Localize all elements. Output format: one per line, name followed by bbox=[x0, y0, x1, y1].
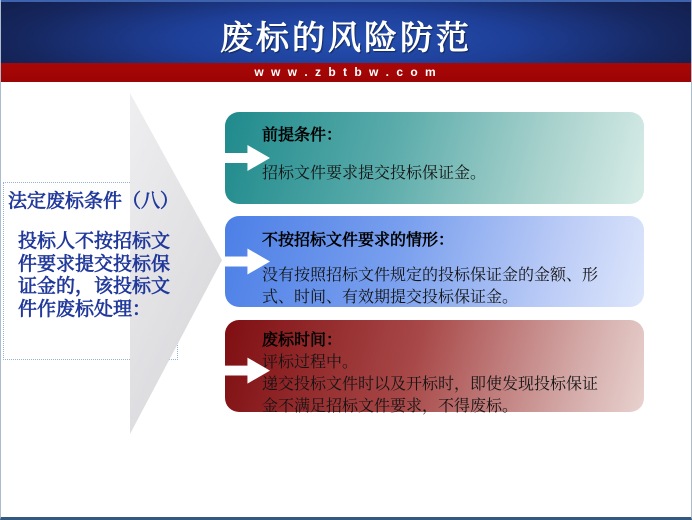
box-body-line: 招标文件要求提交投标保证金。 bbox=[262, 165, 487, 182]
condition-body: 投标人不按招标文件要求提交投标保证金的，该投标文件作废标处理： bbox=[18, 230, 171, 320]
page-title: 废标的风险防范 bbox=[220, 18, 472, 57]
info-box-precondition bbox=[225, 112, 644, 204]
box-body-line: 评标过程中。 bbox=[262, 354, 359, 371]
website-bar bbox=[1, 63, 691, 82]
box-body-line: 递交投标文件时以及开标时，即使发现投标保证金不满足招标文件要求，不得废标。 bbox=[262, 376, 599, 415]
header bbox=[1, 0, 691, 63]
box-title: 废标时间： bbox=[262, 332, 343, 349]
box-title: 不按招标文件要求的情形： bbox=[262, 232, 455, 249]
condition-panel bbox=[8, 186, 208, 320]
info-box-rejection-time bbox=[225, 320, 644, 415]
box-body-line: 没有按照招标文件规定的投标保证金的金额、形式、时间、有效期提交投标保证金。 bbox=[262, 267, 599, 306]
condition-heading: 法定废标条件（八） bbox=[8, 190, 180, 212]
info-box-situations bbox=[225, 216, 644, 307]
box-title: 前提条件： bbox=[262, 127, 343, 144]
website-url: w w w . z b t b w . c o m bbox=[254, 65, 438, 79]
